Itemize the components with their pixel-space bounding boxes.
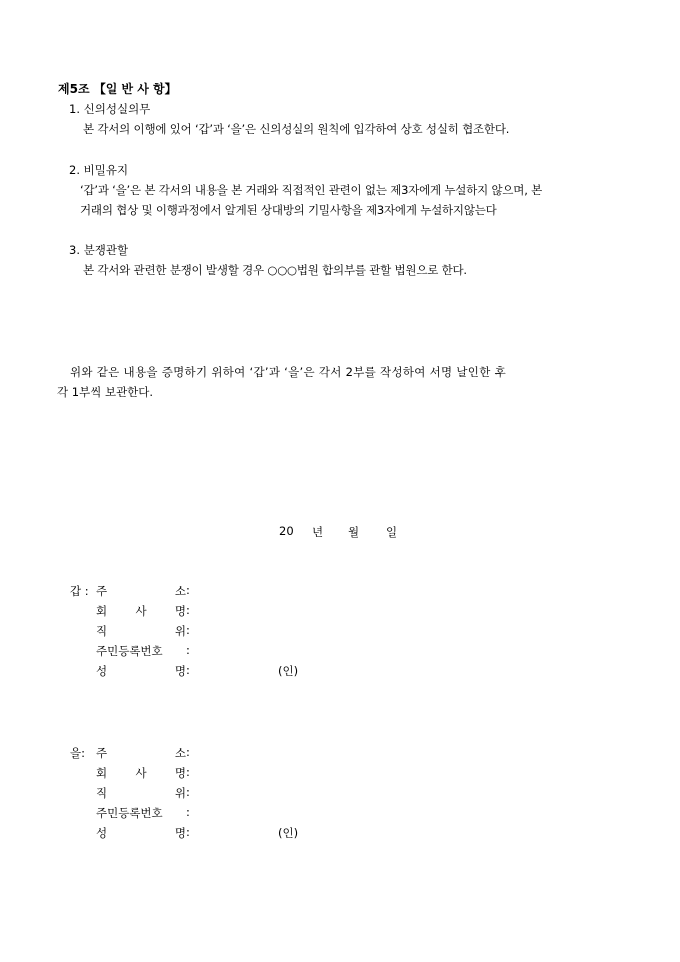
company-label-char: 회 xyxy=(96,604,108,618)
party-gap-label: 갑 : xyxy=(70,584,89,598)
position-label-char: 위 xyxy=(174,624,186,638)
colon: : xyxy=(186,805,190,819)
position-label xyxy=(96,785,186,801)
address-label xyxy=(96,745,186,761)
colon: : xyxy=(186,583,190,597)
name-label-char: 명 xyxy=(174,826,186,840)
party-gap-block xyxy=(70,583,330,683)
position-label-char: 직 xyxy=(96,786,108,800)
party-gap-address-row xyxy=(70,583,330,601)
date-year-unit: 년 xyxy=(312,525,324,539)
colon: : xyxy=(186,825,190,839)
section-1-heading: 1. 신의성실의무 xyxy=(69,102,151,116)
colon: : xyxy=(186,623,190,637)
seal-mark: (인) xyxy=(278,826,299,840)
name-label xyxy=(96,825,186,841)
position-label-char: 위 xyxy=(174,786,186,800)
position-label-char: 직 xyxy=(96,624,108,638)
address-label-char: 주 xyxy=(96,584,108,598)
company-label-char: 회 xyxy=(96,766,108,780)
party-eul-id-row xyxy=(70,805,330,823)
party-eul-address-row xyxy=(70,745,330,763)
address-label-char: 주 xyxy=(96,746,108,760)
party-eul-block xyxy=(70,745,330,845)
party-gap-id-row xyxy=(70,643,330,661)
company-label-char: 명 xyxy=(174,766,186,780)
party-eul-position-row xyxy=(70,785,330,803)
date-day-unit: 일 xyxy=(386,525,398,539)
article-title: 제5조 【일 반 사 항】 xyxy=(58,82,177,96)
name-label-char: 성 xyxy=(96,664,108,678)
name-label-char: 성 xyxy=(96,826,108,840)
section-2-text-line1: ‘갑’과 ‘을’은 본 각서의 내용을 본 거래와 직접적인 관련이 없는 제3자에게 누설하지 않으며, 본 xyxy=(80,183,543,197)
party-gap-name-row xyxy=(70,663,330,681)
colon: : xyxy=(186,765,190,779)
colon: : xyxy=(186,745,190,759)
address-label-char: 소 xyxy=(174,584,186,598)
id-number-label: 주민등록번호 xyxy=(96,806,163,820)
company-label-char: 사 xyxy=(135,604,147,618)
section-1-text: 본 각서의 이행에 있어 ‘갑’과 ‘을’은 신의성실의 원칙에 입각하여 상호 성실히 협조한다. xyxy=(83,122,510,136)
address-label-char: 소 xyxy=(174,746,186,760)
closing-line-2: 각 1부씩 보관한다. xyxy=(57,385,154,399)
name-label-char: 명 xyxy=(174,664,186,678)
colon: : xyxy=(186,663,190,677)
seal-mark: (인) xyxy=(278,664,299,678)
party-eul-company-row xyxy=(70,765,330,783)
date-year-prefix: 20 xyxy=(279,524,294,538)
party-gap-position-row xyxy=(70,623,330,641)
company-label xyxy=(96,765,186,781)
section-2-heading: 2. 비밀유지 xyxy=(69,163,129,177)
party-eul-label: 을: xyxy=(70,746,85,760)
party-eul-name-row xyxy=(70,825,330,843)
section-2-text-line2: 거래의 협상 및 이행과정에서 알게된 상대방의 기밀사항을 제3자에게 누설하지않는다 xyxy=(80,203,497,217)
company-label xyxy=(96,603,186,619)
colon: : xyxy=(186,785,190,799)
position-label xyxy=(96,623,186,639)
date-month-unit: 월 xyxy=(348,525,360,539)
colon: : xyxy=(186,643,190,657)
address-label xyxy=(96,583,186,599)
closing-line-1: 위와 같은 내용을 증명하기 위하여 ‘갑’과 ‘을’은 각서 2부를 작성하여 서명 날인한 후 xyxy=(70,365,506,379)
section-3-heading: 3. 분쟁관할 xyxy=(69,243,129,257)
section-3-text: 본 각서와 관련한 분쟁이 발생할 경우 ○○○법원 합의부를 관할 법원으로 한다. xyxy=(83,263,467,277)
company-label-char: 사 xyxy=(135,766,147,780)
party-gap-company-row xyxy=(70,603,330,621)
id-number-label: 주민등록번호 xyxy=(96,644,163,658)
name-label xyxy=(96,663,186,679)
company-label-char: 명 xyxy=(174,604,186,618)
colon: : xyxy=(186,603,190,617)
